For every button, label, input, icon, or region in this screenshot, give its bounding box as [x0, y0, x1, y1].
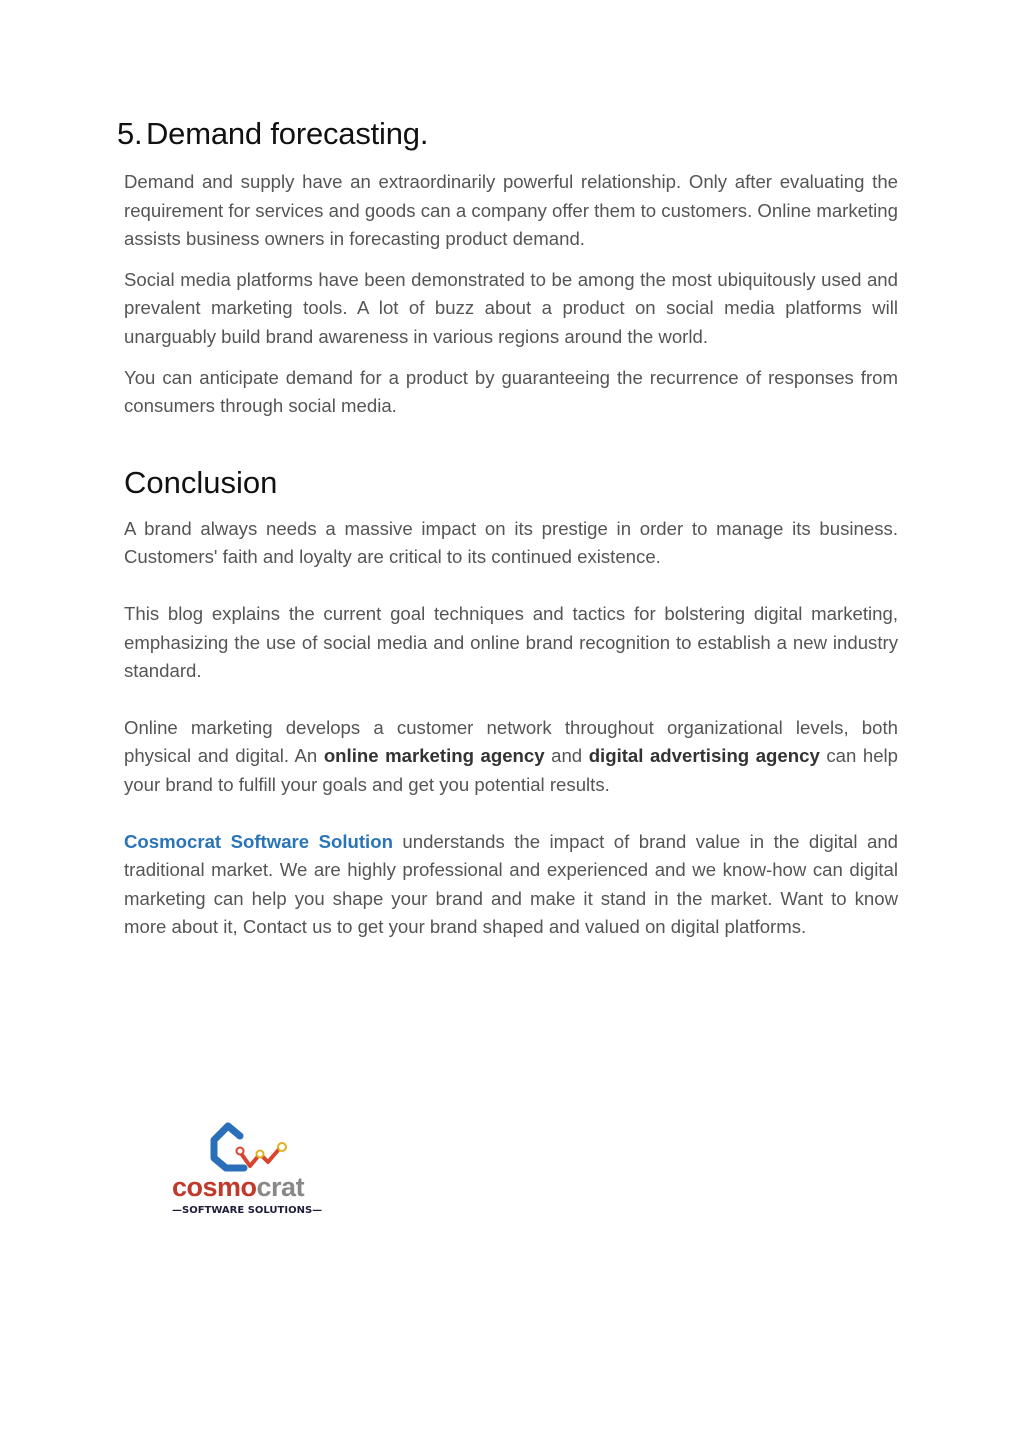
conclusion-heading: Conclusion — [124, 464, 278, 500]
text-run: and — [544, 745, 589, 767]
bold-keyword: online marketing agency — [323, 745, 545, 767]
paragraph: You can anticipate demand for a product by guaranteeing the recurrence of responses from consumers through social media. — [124, 366, 898, 417]
company-logo — [170, 1118, 323, 1226]
paragraph: Demand and supply have an extraordinarily powerful relationship. Only after evaluating the requirement for services and goods can a company offer them to customers. Online marketing assists business owners in forecasting product demand. — [124, 171, 898, 250]
text-run: Online marketing develops a customer network throughout organizational levels, both physical and digital. An — [124, 716, 898, 767]
company-link[interactable]: Cosmocrat Software Solution — [124, 830, 393, 852]
paragraph — [124, 714, 898, 800]
paragraph: This blog explains the current goal techniques and tactics for bolstering digital marketing, emphasizing the use of social media and online brand recognition to establish a new industry standard. — [124, 602, 898, 682]
text-run: can help your brand to fulfill your goals and get you potential results. — [124, 745, 899, 795]
document-content — [117, 112, 899, 954]
bold-keyword: digital advertising agency — [588, 745, 820, 767]
paragraph: Social media platforms have been demonstrated to be among the most ubiquitously used and prevalent marketing tools. A lot of buzz about a product on social media platforms will unarguably build brand awareness in various regions around the world. — [124, 268, 898, 347]
section-number: 5. — [117, 116, 143, 151]
paragraph — [124, 828, 898, 942]
logo-wordmark: cosmocrat — [172, 1172, 305, 1202]
section-heading — [117, 112, 898, 156]
section-title: Demand forecasting. — [146, 116, 429, 151]
text-run: understands the impact of brand value in the digital and traditional market. We are highly professional and experienced and we know-how can digital marketing can help you shape your brand and make it stand in the market. Want to know more about it, Contact us to get your brand shaped and valued on digital platforms. — [124, 830, 898, 938]
paragraph: A brand always needs a massive impact on its prestige in order to manage its business. Customers' faith and loyalty are critical to its continued existence. — [124, 517, 898, 568]
logo-tagline: —SOFTWARE SOLUTIONS— — [172, 1205, 323, 1216]
